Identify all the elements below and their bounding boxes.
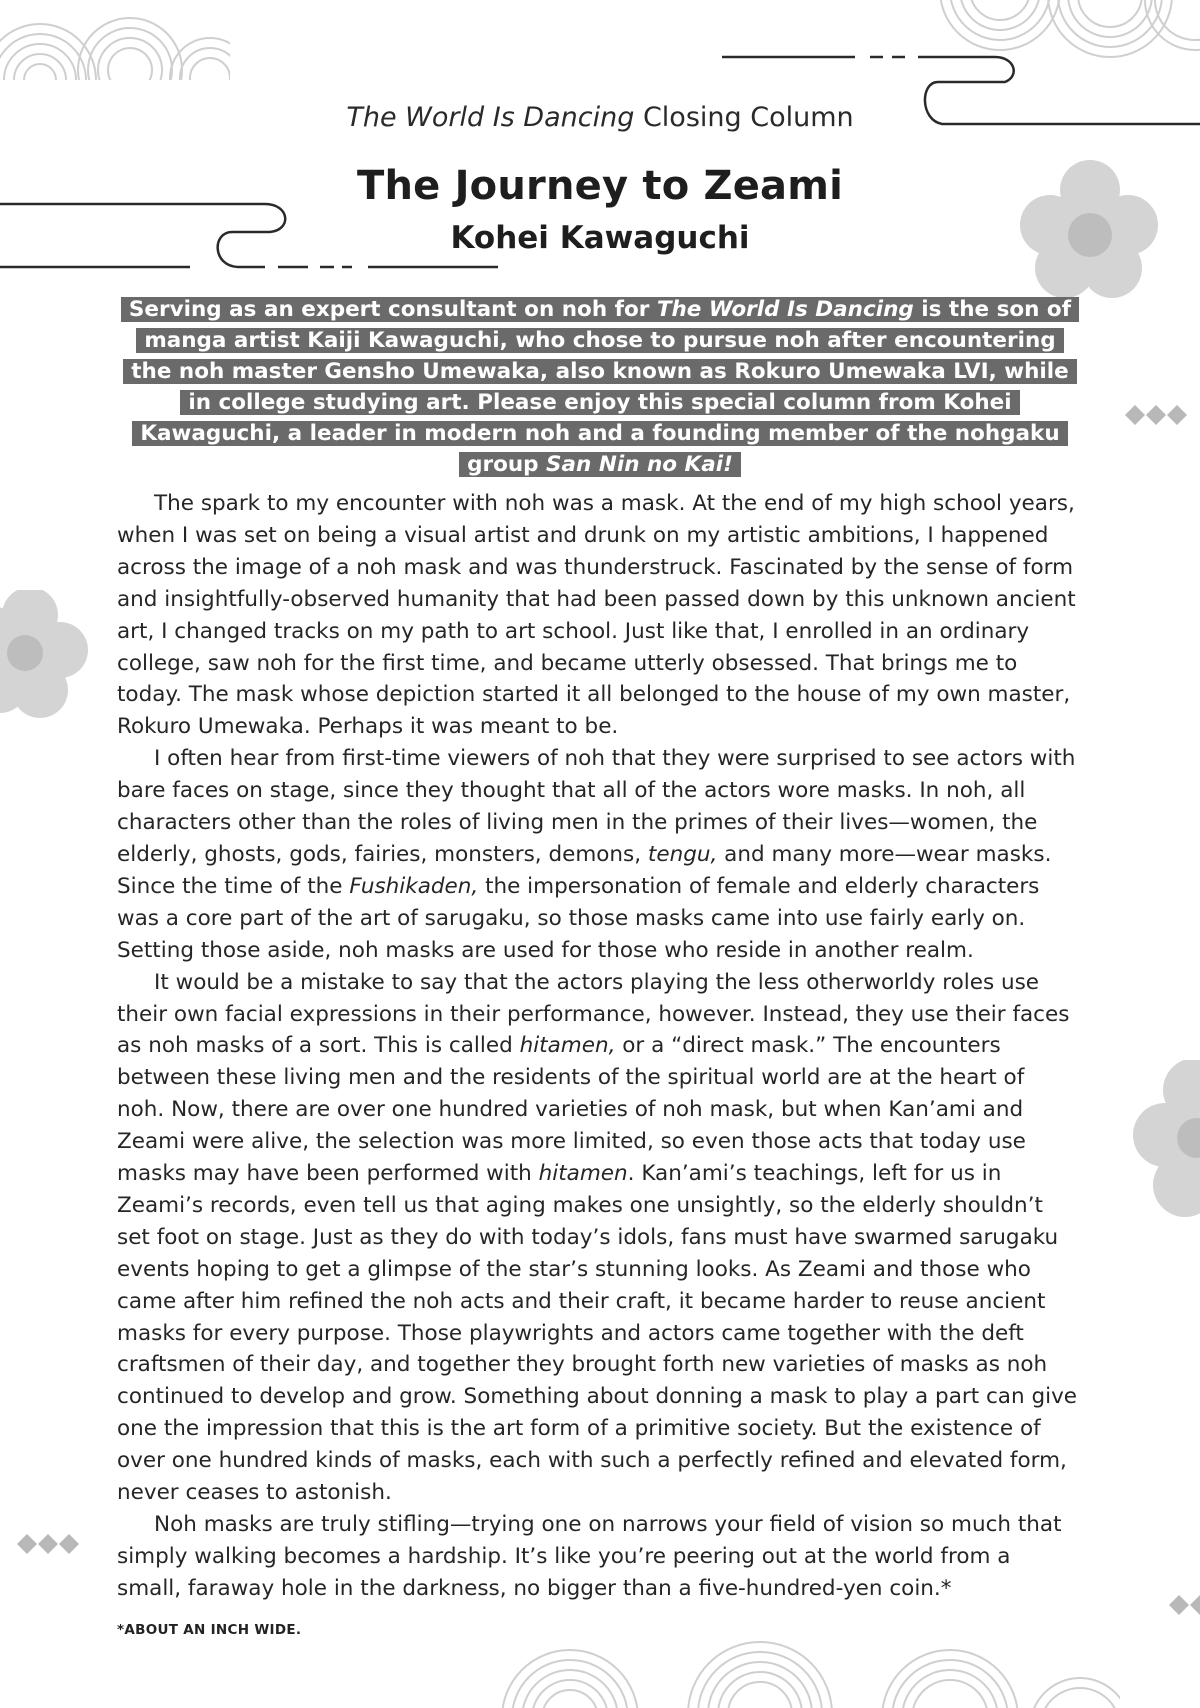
paragraph-4: Noh masks are truly stifling—trying one on narrows your field of vision so much that simply walking becomes a hardship. It’s like you’re peering out at the world from a small, faraway hole in the darkness, no bigger than a five-hundred-yen coin.* <box>117 1512 1062 1601</box>
intro-blurb <box>120 294 1080 480</box>
text-run: It would be a mistake to say that the actors playing the less otherworldy roles use their own facial expressions in their performance, however. Instead, they use their faces as noh masks of a sort. This is called <box>117 969 1070 1059</box>
flower-crest-left <box>0 590 90 720</box>
intro-series-title: The World Is Dancing <box>656 297 914 322</box>
paragraph-3 <box>117 967 1077 1509</box>
italic-term: hitamen, <box>519 1033 616 1059</box>
column-label: Closing Column <box>634 102 854 133</box>
series-title: The World Is Dancing <box>346 102 635 133</box>
text-run: and many more—wear masks. Since the time of the <box>117 841 1052 899</box>
intro-text: is the son of manga artist Kaiji Kawaguchi, who chose to pursue noh after encountering the noh master Gensho Umewaka, also known as Rokuro Umewaka LVI, while in college studying art. Please enjoy this special column from Kohei Kawaguchi, a leader in modern noh and a founding member of the nohgaku group <box>131 297 1072 477</box>
page-title: The Journey to Zeami <box>356 163 844 209</box>
footnote: *ABOUT AN INCH WIDE. <box>117 1622 302 1638</box>
paragraph-2 <box>117 743 1077 966</box>
intro-highlight <box>121 297 1079 477</box>
wave-pattern-top-left <box>0 0 230 80</box>
italic-term: tengu, <box>647 841 718 867</box>
text-run: or a “direct mask.” The encounters between these living men and the residents of the spiritual world are at the heart of noh. Now, there are over one hundred varieties of noh mask, but when Kan’ami and Zeami were alive, the selection was more limited, so even those acts that today use masks may have been performed with <box>117 1033 1026 1187</box>
wave-pattern-bottom <box>460 1618 1120 1708</box>
column-kicker <box>0 102 1200 133</box>
text-run: I often hear from first-time viewers of noh that they were surprised to see actors with bare faces on stage, since they thought that all of the actors wore masks. In noh, all characters other than the roles of living men in the primes of their lives—women, the elderly, ghosts, gods, fairies, monsters, demons, <box>117 746 1076 867</box>
diamond-ornament-right-lower <box>1168 1594 1200 1616</box>
author-name: Kohei Kawaguchi <box>450 220 750 256</box>
text-run: the impersonation of female and elderly characters was a core part of the art of sarugaku, so those masks came into use fairly early on. Setting those aside, noh masks are used for those who reside in another realm. <box>117 873 1040 963</box>
text-run: . Kan’ami’s teachings, left for us in Zeami’s records, even tell us that aging makes one unsightly, so the elderly shouldn’t set foot on stage. Just as they do with today’s idols, fans must have swarmed sarugaku events hoping to get a glimpse of the star’s stunning looks. As Zeami and those who came after him refined the noh acts and their craft, it became harder to reuse ancient masks for every purpose. Those playwrights and actors came together with the deft craftsmen of their day, and together they brought forth new varieties of masks as noh continued to develop and grow. Something about donning a mask to play a part can give one the impression that this is the art form of a primitive society. But the existence of over one hundred kinds of masks, each with such a perfectly refined and elevated form, never ceases to astonish. <box>117 1161 1078 1506</box>
intro-group-name: San Nin no Kai! <box>546 452 733 477</box>
flower-crest-right <box>1125 1060 1200 1220</box>
article-body <box>117 488 1077 1605</box>
italic-term: hitamen <box>538 1161 628 1187</box>
diamond-ornament-left <box>16 1533 86 1555</box>
cloud-line-top-right <box>720 40 1200 150</box>
italic-term: Fushikaden, <box>349 873 479 899</box>
paragraph-1: The spark to my encounter with noh was a mask. At the end of my high school years, when I was set on being a visual artist and drunk on my artistic ambitions, I happened across the image of a noh mask and was thunderstruck. Fascinated by the sense of form and insightfully-observed humanity that had been passed down by this unknown ancient art, I changed tracks on my path to art school. Just like that, I enrolled in an ordinary college, saw noh for the first time, and became utterly obsessed. That brings me to today. The mask whose depiction started it all belonged to the house of my own master, Rokuro Umewaka. Perhaps it was meant to be. <box>117 491 1076 740</box>
intro-text: Serving as an expert consultant on noh for <box>128 297 657 322</box>
diamond-ornament-right <box>1124 404 1194 426</box>
